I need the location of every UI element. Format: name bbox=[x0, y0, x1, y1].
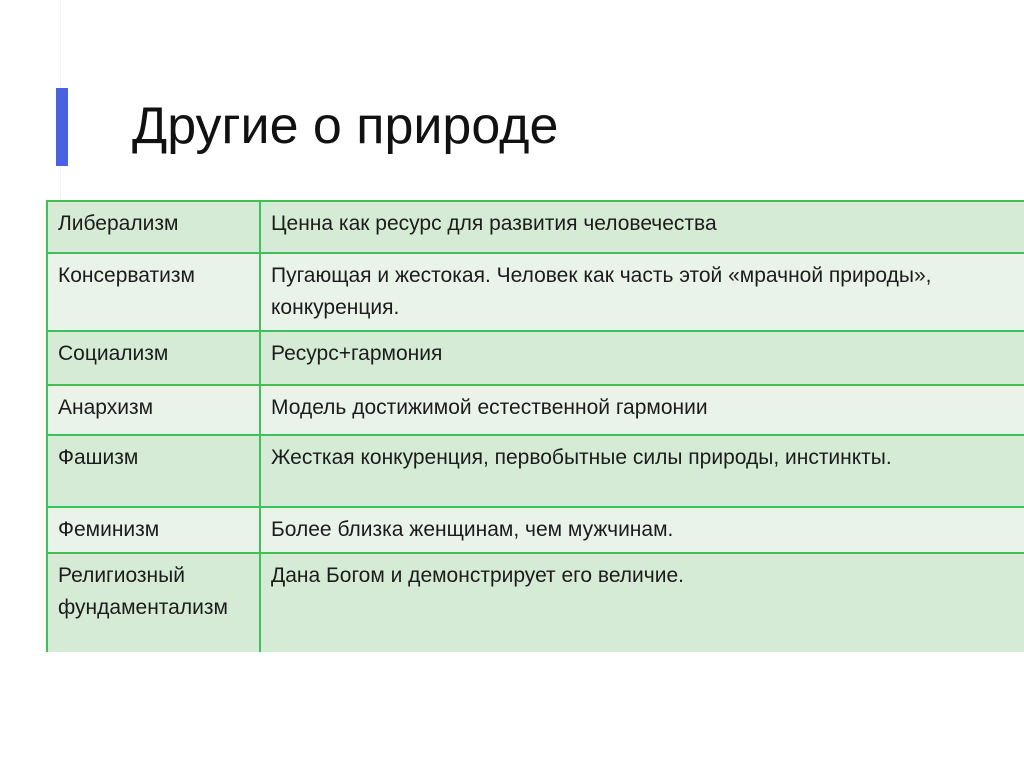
description-cell: Более близка женщинам, чем мужчинам. bbox=[260, 507, 1024, 553]
table-row bbox=[47, 331, 1024, 385]
table-row bbox=[47, 253, 1024, 331]
comparison-table bbox=[46, 200, 1024, 652]
term-cell: Либерализм bbox=[47, 201, 260, 253]
term-cell: Феминизм bbox=[47, 507, 260, 553]
table-row bbox=[47, 553, 1024, 652]
description-cell: Дана Богом и демонстрирует его величие. bbox=[260, 553, 1024, 652]
description-cell: Ценна как ресурс для развития человечества bbox=[260, 201, 1024, 253]
table-row bbox=[47, 385, 1024, 435]
term-cell: Социализм bbox=[47, 331, 260, 385]
term-cell: Анархизм bbox=[47, 385, 260, 435]
description-cell: Ресурс+гармония bbox=[260, 331, 1024, 385]
page-title: Другие о природе bbox=[132, 97, 559, 155]
title-accent-bar bbox=[56, 88, 68, 166]
table-row bbox=[47, 435, 1024, 507]
term-cell: Консерватизм bbox=[47, 253, 260, 331]
description-cell: Пугающая и жестокая. Человек как часть этой «мрачной природы», конкуренция. bbox=[260, 253, 1024, 331]
term-cell: Религиозный фундаментализм bbox=[47, 553, 260, 652]
table-row bbox=[47, 201, 1024, 253]
description-cell: Модель достижимой естественной гармонии bbox=[260, 385, 1024, 435]
comparison-table-container bbox=[46, 200, 1024, 652]
table-row bbox=[47, 507, 1024, 553]
term-cell: Фашизм bbox=[47, 435, 260, 507]
description-cell: Жесткая конкуренция, первобытные силы природы, инстинкты. bbox=[260, 435, 1024, 507]
